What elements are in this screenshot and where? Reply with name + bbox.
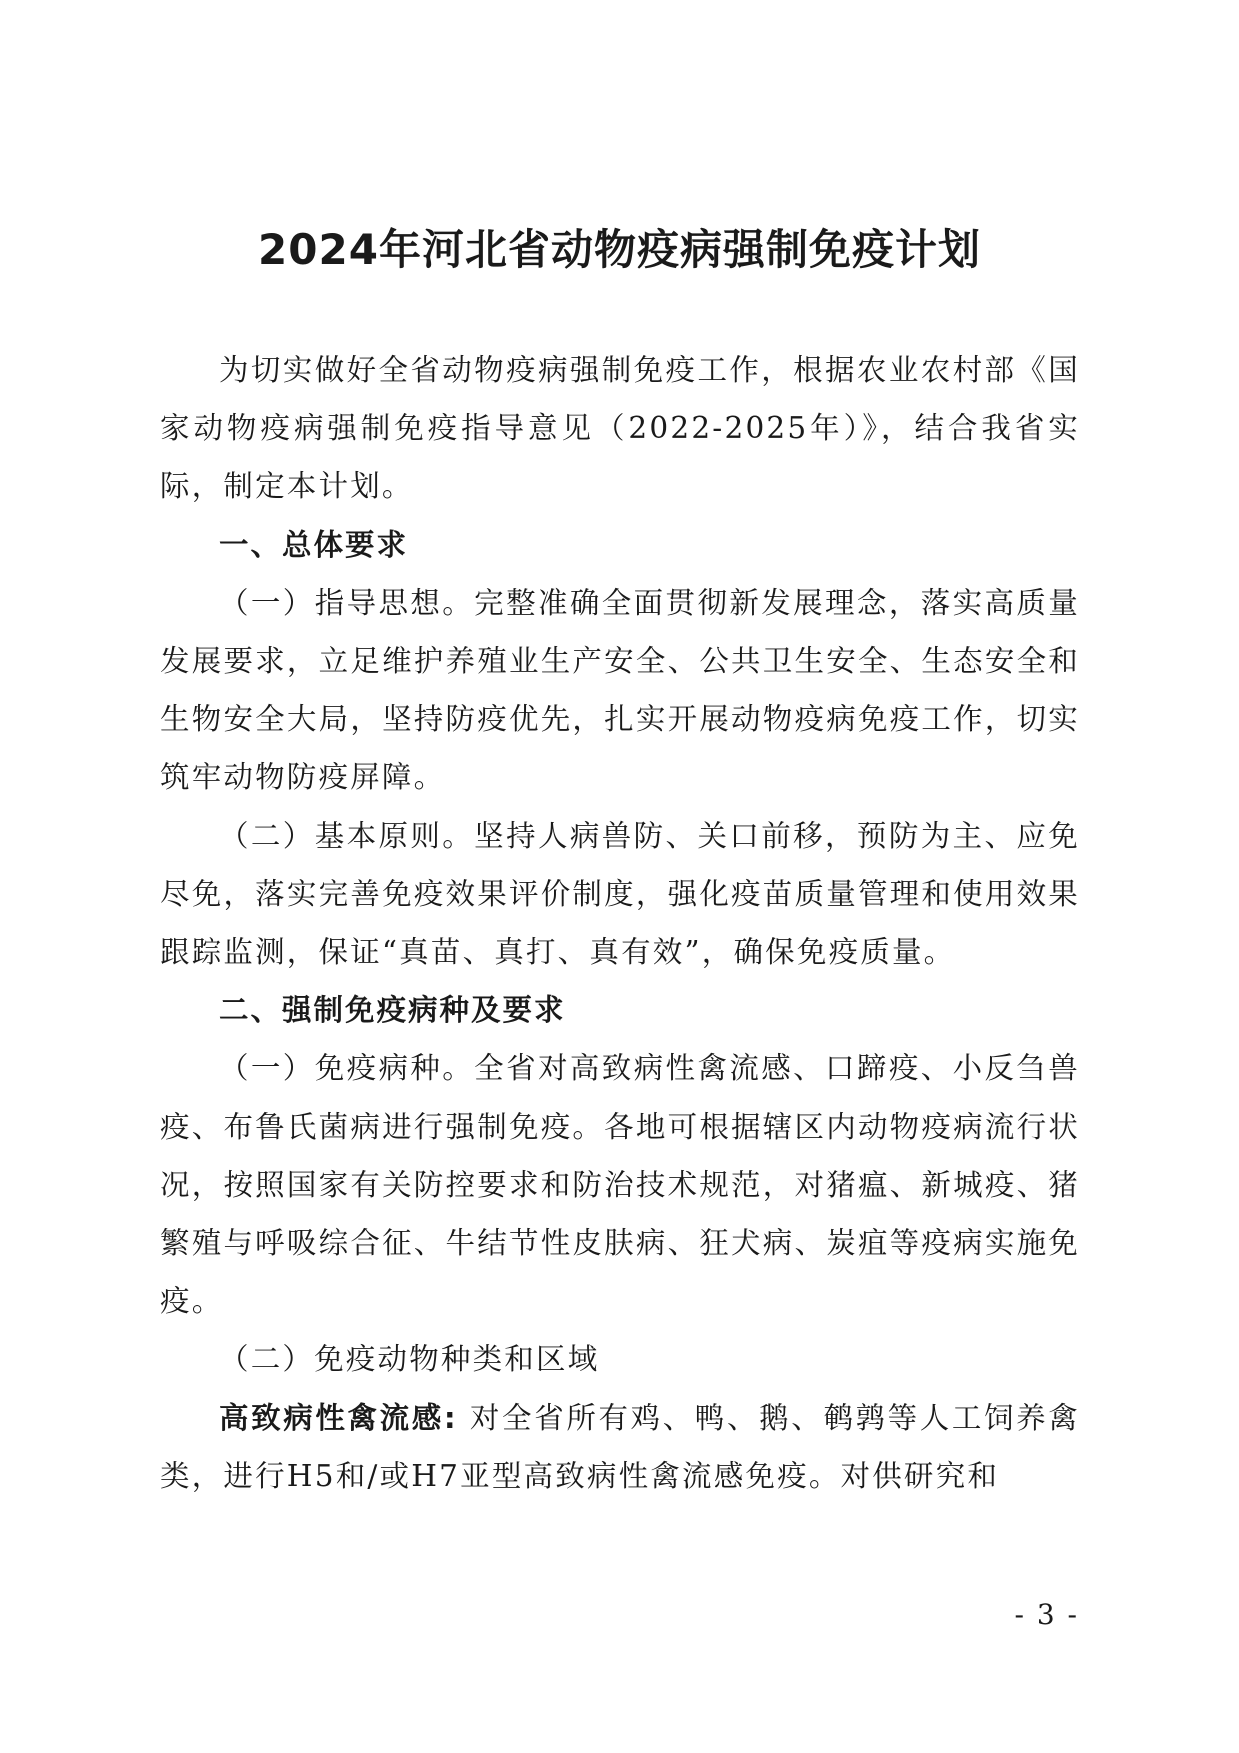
paragraph-avian-influenza: [160, 1389, 1080, 1505]
paragraph-immunization-diseases: （一）免疫病种。全省对高致病性禽流感、口蹄疫、小反刍兽疫、布鲁氏菌病进行强制免疫。各地可根据辖区内动物疫病流行状况，按照国家有关防控要求和防治技术规范，对猪瘟、新城疫、猪繁殖与呼吸综合征、牛结节性皮肤病、狂犬病、炭疽等疫病实施免疫。: [160, 1051, 1080, 1319]
document-body: [160, 341, 1080, 1505]
paragraph-basic-principles: （二）基本原则。坚持人病兽防、关口前移，预防为主、应免尽免，落实完善免疫效果评价制度，强化疫苗质量管理和使用效果跟踪监测，保证“真苗、真打、真有效”，确保免疫质量。: [160, 818, 1080, 970]
document-title: 2024年河北省动物疫病强制免疫计划: [258, 225, 981, 274]
avian-influenza-text: 对全省所有鸡、鸭、鹅、鹌鹑等人工饲养禽类，进行H5和/或H7亚型高致病性禽流感免疫。对供研究和: [160, 1400, 1080, 1493]
paragraph-animal-species-and-regions: （二）免疫动物种类和区域: [219, 1342, 600, 1377]
page-number: - 3 -: [1014, 1598, 1079, 1631]
paragraph-guiding-ideology: （一）指导思想。完整准确全面贯彻新发展理念，落实高质量发展要求，立足维护养殖业生产安全、公共卫生安全、生态安全和生物安全大局，坚持防疫优先，扎实开展动物疫病免疫工作，切实筑牢动物防疫屏障。: [160, 585, 1080, 795]
section-heading-general-requirements: 一、总体要求: [219, 527, 409, 562]
avian-influenza-label: 高致病性禽流感:: [219, 1400, 458, 1435]
intro-paragraph: 为切实做好全省动物疫病强制免疫工作，根据农业农村部《国家动物疫病强制免疫指导意见（2022-2025年）》，结合我省实际，制定本计划。: [160, 353, 1080, 504]
section-heading-diseases-and-requirements: 二、强制免疫病种及要求: [219, 993, 566, 1028]
